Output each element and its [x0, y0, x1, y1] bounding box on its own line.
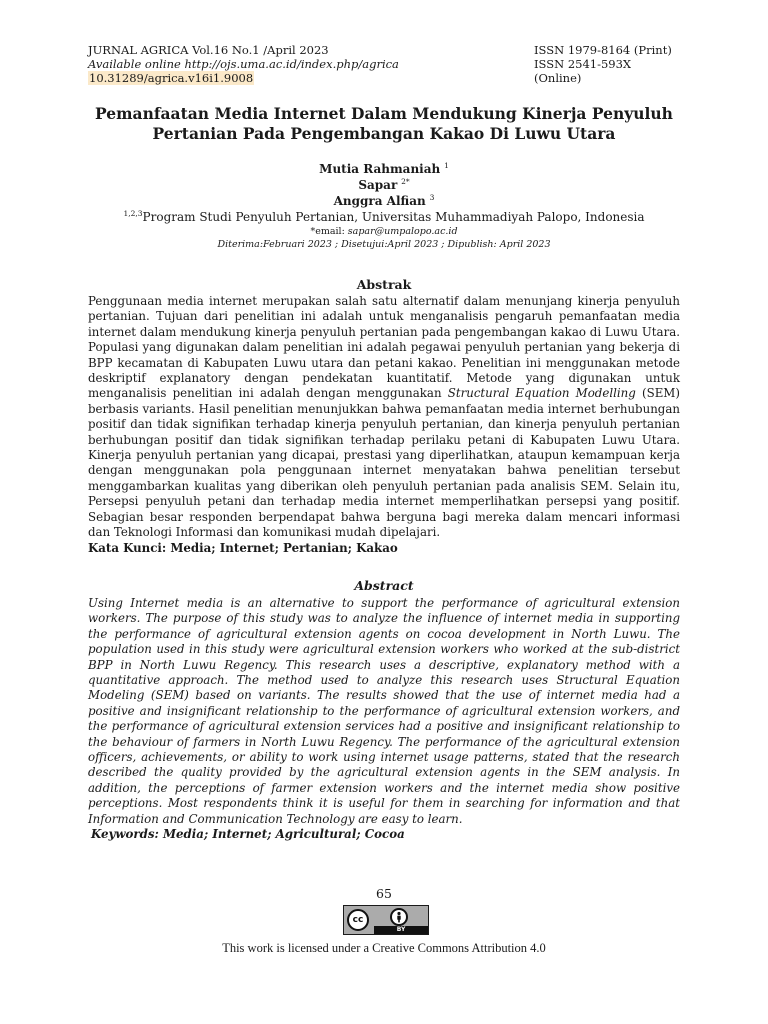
cc-by-license-badge[interactable] [343, 905, 429, 935]
page-number: 65 [376, 886, 392, 901]
kata-kunci: Kata Kunci: Media; Internet; Pertanian; Kakao [88, 540, 398, 555]
header-right [534, 43, 674, 85]
abstrak-heading: Abstrak [356, 277, 412, 292]
email-address[interactable]: sapar@umpalopo.ac.id [347, 226, 458, 237]
header-left [88, 43, 428, 85]
submission-dates: Diterima:Februari 2023 ; Disetujui:April 2023 ; Dipublish: April 2023 [217, 239, 551, 250]
abstract-body: Using Internet media is an alternative to support the performance of agricultural extension workers. The purpose of this study was to analyze the influence of internet media in supporting the performance of agricultural extension agents on cocoa development in North Luwu. The population used in this study were agricultural extension workers who worked at the sub-district BPP in North Luwu Regency. This research uses a descriptive, explanatory method with a quantitative approach. The method used to analyze this research uses Structural Equation Modeling (SEM) based on variants. The results showed that the use of internet media had a positive and insignificant relationship to the performance of agricultural extension workers, and the performance of agricultural extension services had a positive and insignificant relationship to the behaviour of farmers in North Luwu Regency. The performance of the agricultural extension officers, achievements, or ability to work using internet usage patterns, stated that the research described the quality provided by the agricultural extension agents in the SEM analysis. In addition, the perceptions of farmer extension workers and the internet media show positive perceptions. Most respondents think it is useful for them in searching for information and that Information and Communication Technology are easy to learn. Keywords: Media; Internet; Agricultural; Cocoa [88, 596, 680, 842]
author-1: Mutia Rahmaniah $^1$ [319, 161, 449, 176]
issn-print: ISSN 1979-8164 (Print) [534, 43, 672, 57]
keywords: Keywords: Media; Internet; Agricultural; Cocoa [91, 827, 405, 842]
issn-online: ISSN 2541-593X (Online) [534, 57, 632, 85]
attribution-person-icon [390, 908, 408, 926]
cc-icon: cc [347, 909, 369, 931]
doi-link[interactable]: 10.31289/agrica.v16i1.9008 [89, 71, 254, 85]
title-line-2: Pertanian Pada Pengembangan Kakao Di Luwu Utara [152, 124, 616, 143]
paper-title [88, 104, 680, 144]
journal-name: JURNAL AGRICA Vol.16 No.1 /April 2023 [88, 43, 329, 57]
affiliation: $^{1,2,3}$Program Studi Penyuluh Pertanian, Universitas Muhammadiyah Palopo, Indonesia [123, 209, 645, 224]
abstract-heading: Abstract [354, 578, 414, 593]
abstrak-body: Penggunaan media internet merupakan salah satu alternatif dalam menunjang kinerja penyuluh pertanian. Tujuan dari penelitian ini adalah untuk menganalisis pengaruh pemanfaatan media internet dalam mendukung kinerja penyuluh pertanian pada pengembangan kakao di Luwu Utara. Populasi yang digunakan dalam penelitian ini adalah pegawai penyuluh pertanian yang bekerja di BPP kecamatan di Kabupaten Luwu utara dan petani kakao. Penelitian ini menggunakan metode deskriptif explanatory dengan pendekatan kuantitatif. Metode yang digunakan untuk menganalisis penelitian ini adalah dengan menggunakan Structural Equation Modelling (SEM) berbasis variants. Hasil penelitian menunjukkan bahwa pemanfaatan media internet berhubungan positif dan tidak signifikan terhadap kinerja penyuluh pertanian, dan kinerja penyuluh pertanian berhubungan positif dan tidak signifikan terhadap perilaku petani di Kabupaten Luwu Utara. Kinerja penyuluh pertanian yang dicapai, prestasi yang diperlihatkan, ataupun kemampuan kerja dengan menggunakan pola penggunaan internet menyatakan bahwa penelitian tersebut menggambarkan kualitas yang diberikan oleh penyuluh pertanian pada analisis SEM. Selain itu, Persepsi penyuluh petani dan terhadap media internet memperlihatkan persepsi yang positif. Sebagian besar responden berpendapat bahwa berguna bagi mereka dalam mencari informasi dan Teknologi Informasi dan komunikasi mudah dipelajari. Kata Kunci: Media; Internet; Pertanian; Kakao [88, 294, 680, 555]
by-label: BY [374, 926, 428, 934]
license-text: This work is licensed under a Creative Commons Attribution 4.0 [222, 941, 546, 955]
author-block [88, 161, 680, 252]
corresponding-email: *email: sapar@umpalopo.ac.id [310, 226, 458, 237]
title-line-1: Pemanfaatan Media Internet Dalam Mendukung Kinerja Penyuluh [95, 104, 673, 123]
online-url[interactable]: Available online http://ojs.uma.ac.id/index.php/agrica [88, 57, 399, 71]
author-3: Anggra Alfian $^3$ [333, 193, 435, 208]
author-2: Sapar $^{2*}$ [358, 177, 410, 192]
